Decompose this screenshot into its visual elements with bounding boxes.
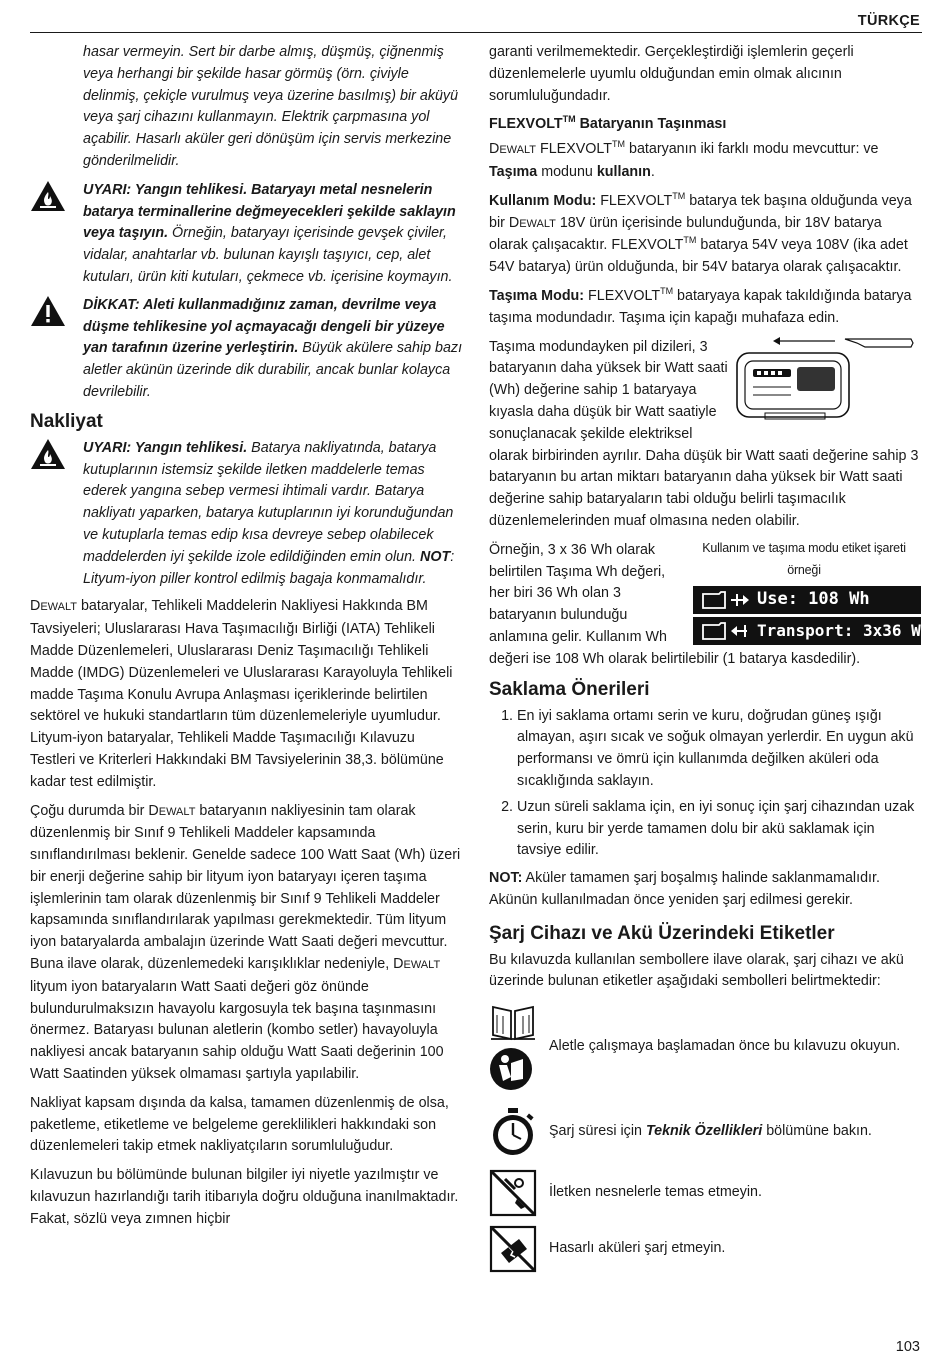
bold-term: Kullanım Modu: <box>489 192 597 209</box>
symbol-description: Hasarlı aküleri şarj etmeyin. <box>549 1240 726 1257</box>
storage-list <box>489 706 921 863</box>
trademark: TM <box>683 235 697 246</box>
paragraph-regulations <box>30 596 463 793</box>
symbol-charge-time <box>489 1107 921 1157</box>
paragraph-text: batarya tek başına olduğunda veya bir D <box>489 192 912 231</box>
read-manual-icon <box>489 1047 537 1091</box>
note-text: : Lityum-iyon piller kontrol edilmiş bagaja konmamalıdır. <box>83 548 455 587</box>
list-item: 1. En iyi saklama ortamı serin ve kuru, doğrudan güneş ışığı almayan, aşırı sıcak ve soğuk olmayan yerlerdir. En uygun akü performansı ve ömrü için kullanımda değilken aküleri oda sıcaklığında saklayın. <box>517 706 921 793</box>
symbol-bold-text: Teknik Özellikleri <box>645 1123 763 1140</box>
symbol-no-damaged <box>489 1225 921 1273</box>
symbol-icons <box>489 1003 547 1091</box>
paragraph-transport-mode <box>489 286 921 330</box>
paragraph-text: Çoğu durumda bir D <box>30 802 159 819</box>
trademark: TM <box>612 139 626 150</box>
brand-smallcaps: EWALT <box>519 217 556 230</box>
bold-term: Taşıma Modu: <box>489 287 585 304</box>
use-mode-icon <box>699 590 751 610</box>
list-item: 2. Uzun süreli saklama için, en iyi sonuç için şarj cihazından uzak serin, kuru bir yerde tamamen dolu bir akü saklamak için tavsiye edilir. <box>517 797 921 862</box>
fire-hazard-icon <box>30 438 66 470</box>
open-book-icon <box>489 1003 537 1043</box>
heading-flexvolt-transport <box>489 114 921 136</box>
trademark: TM <box>562 114 576 125</box>
heading-text: FLEXVOLT <box>489 116 563 133</box>
symbol-description: İletken nesnelerle temas etmeyin. <box>549 1184 762 1201</box>
battery-illustration <box>735 337 921 429</box>
paragraph-responsibility: Nakliyat kapsam dışında da kalsa, tamamen düzenlenmiş de olsa, paketleme, etiketleme ve belgeleme gereklilikleri hakkındaki son düzenlemeleri takip etmek nakliyatçıların sorumluluğudur. <box>30 1094 449 1155</box>
paragraph-use-mode <box>489 191 921 279</box>
paragraph-example: Örneğin, 3 x 36 Wh olarak belirtilen Taşıma Wh değeri, her biri 36 Wh olan 3 bataryanın bulunduğu anlamına gelir. Kullanım Wh değeri ise 108 Wh olarak belirtilebilir (1 batarya kasdedilir). <box>489 541 861 667</box>
paragraph-text: bataryaya kapak takıldığında batarya taşıma modundadır. Taşıma için kapağı muhafaza edin. <box>489 287 912 326</box>
no-conductive-objects-icon <box>489 1169 537 1217</box>
paragraph-text: bataryalar, Tehlikeli Maddelerin Nakliyesi Hakkında BM Tavsiyeleri; Uluslararası Hava Taşımacılığı Birliği (IATA) Tehlikeli Madde Düzenlemeleri, Uluslararası Deniz Taşımacılığı Tehlikeli Madde (IMDG) Düzenlemeleri ve Uluslararası Karayoluyla Tehlikeli madde Taşıma Konulu Avrupa Anlaşması içeriklerinde belirtilen sektörel ve hukuki standartların tüm düzenlemeleriyle uyumludur. Lityum-iyon bataryalar, Tehlikeli Madde Taşımacılığı Kılavuzu Testleri ve Kriterleri Hakkındaki BM Tavsiyelerinin 38,3. bölümüne kadar test edilmiştir. <box>30 598 453 790</box>
brand-smallcaps: EWALT <box>499 144 536 157</box>
symbol-icons <box>489 1107 547 1157</box>
warning-text: Örneğin, bataryayı içerisinde gevşek çiviler, vidalar, anahtarlar vb. bulunan kayışlı taşıyıcı, cep, alet kutuları, ürün kiti kutuları, çekmece vb. içerisine koymayın. <box>83 225 453 285</box>
symbol-text: bölümüne bakın. <box>762 1123 872 1140</box>
language-header: TÜRKÇE <box>857 13 920 29</box>
symbol-text: Şarj süresi için <box>549 1123 646 1140</box>
warning-bold: UYARI: Yangın tehlikesi. <box>83 439 248 456</box>
symbol-description: Aletle çalışmaya başlamadan önce bu kılavuzu okuyun. <box>549 1038 901 1055</box>
use-mode-text: Use: 108 Wh <box>757 589 870 610</box>
paragraph-modes <box>489 139 921 184</box>
flexvolt-battery-icon <box>735 337 921 421</box>
paragraph-class9 <box>30 801 463 1086</box>
paragraph-text: 18V ürün içerisinde bulunduğunda, bir 18V batarya olarak çalışacaktır. FLEXVOLT <box>489 214 882 254</box>
page-number: 103 <box>895 1339 920 1355</box>
exclamation-warning-icon <box>30 295 66 327</box>
symbol-icons <box>489 1225 547 1273</box>
header-rule <box>30 32 922 33</box>
caution-tip-over <box>30 295 463 404</box>
symbol-description <box>549 1121 872 1143</box>
paragraph-text: FLEXVOLT <box>584 287 661 304</box>
brand-smallcaps: EWALT <box>403 959 441 972</box>
heading-text: Bataryanın Taşınması <box>575 116 727 133</box>
note-label: NOT: <box>489 870 523 887</box>
transport-mode-label <box>693 617 931 645</box>
heading-storage: Saklama Önerileri <box>489 678 650 700</box>
bold-term: kullanın <box>596 163 651 180</box>
brand-smallcaps: EWALT <box>158 805 196 818</box>
note-label: NOT <box>420 548 451 565</box>
paragraph-cell-strings: Taşıma modundayken pil dizileri, 3 bataryanın daha yüksek bir Watt saati (Wh) değerine sahip 1 bataryaya kıyasla daha düşük bir Watt saatiyle sonuçlanacak şekilde elektriksel olarak birbirinden ayrılır. Daha düşük bir Watt saati değerine sahip 3 bataryanın bu artan miktarı bataryanın daha yüksek bir Watt saati değerine sahip bataryaların tabi olduğu belirli taşımacılık düzenlemelerinden muaf olmasına neden olabilir. <box>489 338 919 529</box>
brand-smallcaps: EWALT <box>40 601 77 614</box>
intro-paragraph: hasar vermeyin. Sert bir darbe almış, düşmüş, çiğnenmiş veya herhangi bir şekilde hasar görmüş (örn. çiviyle delinmiş, çekiçle vurulmuş veya üzerine basılmış) bir aküyü veya şarj cihazını kullanmayın. Elektrik çarpmasına yol açabilir. Hasarlı aküler geri dönüşüm için servis merkezine gönderilmelidir. <box>83 44 459 169</box>
heading-nakliyat: Nakliyat <box>30 410 103 432</box>
transport-mode-icon <box>699 621 751 641</box>
label-example <box>687 538 931 649</box>
caution-bold: DİKKAT: Aleti kullanmadığınız zaman, devrilme veya düşme tehlikesine yol açmayacağı dengeli bir yüzeye yan tarafının üzerine yerleştirin. <box>83 296 445 357</box>
damaged-battery-icon <box>489 1225 537 1273</box>
paragraph-text: bataryanın iki farklı modu mevcuttur: ve <box>625 141 879 158</box>
symbol-icons <box>489 1169 547 1217</box>
note-text: Aküler tamamen şarj boşalmış halinde saklanmamalıdır. Akünün kullanılmadan önce yeniden şarj edilmesi gerekir. <box>489 870 880 908</box>
brand-initial: D <box>489 141 500 158</box>
heading-labels: Şarj Cihazı ve Akü Üzerindeki Etiketler <box>489 922 835 944</box>
paragraph-text: FLEXVOLT <box>596 192 673 209</box>
right-column <box>489 42 931 1281</box>
paragraph-text: FLEXVOLT <box>536 141 613 158</box>
warning-text: Batarya nakliyatında, batarya kutuplarının istemsiz şekilde iletken maddelerle temas ederek yangına sebep vermesi ihtimali vardır. Batarya nakliyatı yaparken, batarya kutuplarının iyi korunduğundan ve kutuplarla temas edip kısa devreye sebep olabilecek maddelerden iyi şekilde izole edildiğinden emin olun. <box>83 439 454 565</box>
transport-mode-text: Transport: 3x36 Wh <box>757 621 931 641</box>
storage-note <box>489 868 921 912</box>
use-mode-label <box>693 586 921 614</box>
label-caption: Kullanım ve taşıma modu etiket işareti örneği <box>702 540 906 577</box>
fire-warning-transport <box>30 438 463 591</box>
warning-bold: UYARI: Yangın tehlikesi. Bataryayı metal nesnelerin batarya terminallerine değmeyecekleri şekilde saklayın veya taşıyın. <box>83 181 456 242</box>
paragraph-text: modunu <box>537 163 597 180</box>
trademark: TM <box>672 191 686 202</box>
paragraph-text: lityum iyon bataryaların Watt Saati değeri göz önünde bulundurulmaksızın havayolu kargosuyla tek başına taşınmasını önermez. Bataryası bulunan aletlerin (kombo setler) havayoluyla nakliyesi ancak bataryanın sahip olduğu Watt Saati değerinin 100 Watt Saatinden yüksek olmaması şartıyla yapılabilir. <box>30 978 444 1083</box>
symbol-no-conductive <box>489 1169 921 1217</box>
bold-term: Taşıma <box>489 163 538 180</box>
paragraph-text: batarya 54V veya 108V (ika adet 54V batarya) ürün olduğunda, bir 54V batarya olarak çalışacaktır. <box>489 237 908 276</box>
paragraph-text: . <box>650 163 655 180</box>
symbol-read-manual <box>489 1003 921 1091</box>
trademark: TM <box>660 286 674 297</box>
fire-warning-storage <box>30 180 463 289</box>
paragraph-disclaimer: Kılavuzun bu bölümünde bulunan bilgiler iyi niyetle yazılmıştır ve kılavuzun hazırlandığı tarih itibarıyla doğru olduğuna inanılmaktadır. Fakat, sözlü veya zımnen hiçbir <box>30 1167 459 1227</box>
paragraph-labels-intro: Bu kılavuzda kullanılan sembollere ilave olarak, şarj cihazı ve akü üzerinde bulunan etiketler aşağıdaki sembolleri belirtmektedir: <box>489 951 904 990</box>
brand-initial: D <box>30 598 41 615</box>
fire-hazard-icon <box>30 180 66 212</box>
left-column <box>30 42 463 1238</box>
caution-text: Büyük akülere sahip bazı aletler akünün üzerinde dik durabilir, ancak bunlar kolayca devrilebilir. <box>83 340 463 400</box>
paragraph-continued: garanti verilmemektedir. Gerçekleştirdiği işlemlerin geçerli düzenlemelerle uyumlu olduğundan emin olmak alıcının sorumluluğundadır. <box>489 44 854 104</box>
stopwatch-icon <box>489 1107 537 1157</box>
paragraph-text: bataryanın nakliyesinin tam olarak düzenlenmiş bir Sınıf 9 Tehlikeli Maddeler kapsamında sınıflandırılması beklenir. Genelde sadece 100 Watt Saat (Wh) üzeri bir enerji değerine sahip bir lityum iyon bataryayı içeren taşıma işlemlerinin tam olarak düzenlenmiş bir Sınıf 9 Tehlikeli Maddeler kapsamında sınıflandırılarak yapılması gerekmektedir. Tüm lityum iyon bataryalarda ambalajın üzerinde Watt Saati değeri mevcuttur. Buna ilave olarak, düzenlemedeki karışıklıklar nedeniyle, D <box>30 802 461 973</box>
